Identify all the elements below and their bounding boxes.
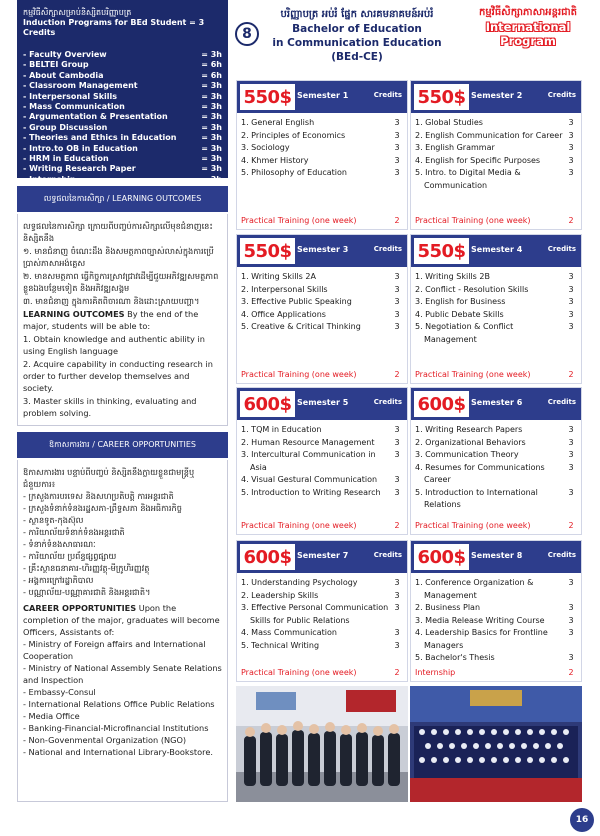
credits-label: Credits [547,398,576,406]
course-credits: 3 [568,130,574,140]
course-item [415,117,579,130]
course-credits: 3 [568,297,574,306]
induction-item: - HRM in Education = 3h [23,154,222,164]
course-list [237,420,407,499]
practical-training: Practical Training (one week) 2 [241,370,400,379]
course-item [415,577,579,602]
course-credits: 3 [394,155,400,165]
course-item [415,627,579,652]
course-item [241,437,405,450]
semester-header [237,81,407,113]
induction-item: - Theories and Ethics in Education = 3h [23,133,222,143]
course-name: 2. Conflict - Resolution Skills [415,284,529,294]
semester-card [410,540,582,682]
course-name: 2. Organizational Behaviors [415,437,526,447]
course-credits: 3 [394,578,400,587]
careers-en-item: - Embassy-Consul [23,687,96,697]
course-credits: 3 [568,284,574,294]
semester-card [236,234,408,384]
course-item [241,602,405,627]
course-item [241,284,405,297]
careers-kh-para: ឱកាសការងារ បន្ទាប់ពីបញ្ចប់ និស្សិតនឹងក្លាយខ្លួនជាមន្ត្រីឬជំនួយការ៖ [23,467,195,489]
semester-card [410,80,582,230]
induction-title: Induction Programs for BEd Student = 3 Credits [23,18,205,37]
course-credits: 3 [568,462,574,472]
course-name: 5. Introduction to Writing Research [241,487,381,497]
course-item [241,142,405,155]
page-number: 16 [570,808,594,832]
program-header [232,0,600,66]
induction-title-kh: កម្មវិធីសិក្សាសម្រាប់និស្សិតបរិញ្ញាបត្រ [23,8,132,17]
course-credits: 3 [568,118,574,127]
learning-outcomes-body [17,214,228,426]
course-item [241,590,405,603]
course-credits: 3 [394,309,400,319]
credits-label: Credits [547,245,576,253]
induction-item: - Classroom Management = 3h [23,81,222,91]
course-credits: 3 [394,475,400,484]
program-number-badge: 8 [235,22,259,46]
outcomes-en-3: 3. Master skills in thinking, evaluating and problem solving. [23,396,197,418]
course-credits: 3 [568,425,574,434]
course-name: 4. Visual Gestural Communication [241,475,378,484]
group-photo-left [236,686,408,802]
course-item [241,130,405,143]
careers-en-item: - Banking-Financial-Microfinancial Institutions [23,723,209,733]
semester-header [411,81,581,113]
graduation-photo-right [410,686,582,802]
course-item [415,296,579,309]
international-label-1: International [485,20,571,34]
induction-item: - Argumentation & Presentation = 3h [23,112,222,122]
course-credits: 3 [568,437,574,447]
semester-header [411,388,581,420]
course-credits: 3 [394,143,400,152]
semester-label: Semester 6 [471,398,523,407]
careers-kh-item: - ការិយាល័យទំនាក់ទំនងអន្តរជាតិ [23,527,125,537]
semester-price: 550$ [240,238,295,264]
course-credits: 3 [394,284,400,294]
course-credits: 3 [568,603,574,612]
careers-en-list [23,638,222,758]
course-credits: 3 [394,590,400,600]
course-name: 1. TQM in Education [241,425,322,434]
semester-label: Semester 4 [471,245,523,254]
course-credits: 3 [568,322,574,331]
course-name: 4. Office Applications [241,309,326,319]
course-name: 3. Sociology [241,143,290,152]
practical-training: Practical Training (one week) 2 [241,216,400,225]
semester-label: Semester 3 [297,245,349,254]
course-name: 2. Human Resource Management [241,437,375,447]
course-name: 1. General English [241,118,315,127]
international-label-kh: កម្មវិធីសិក្សាភាសាអន្តរជាតិ [478,7,578,18]
course-item [241,474,405,487]
semester-header [237,388,407,420]
course-credits: 3 [568,155,574,165]
program-title-en-2: in Communication Education (BEd-CE) [272,37,442,63]
course-item [241,155,405,168]
induction-item: - Intro.to OB in Education = 3h [23,143,222,153]
course-name: 3. Intercultural Communication in Asia [241,450,376,472]
careers-kh-item: - គ្រឹះស្ថានធនាគារ-ហិរញ្ញវត្ថុ-មីក្រូហិរញ្ញវត្ថុ [23,563,150,573]
course-name: 5. Creative & Critical Thinking [241,322,361,331]
course-credits: 3 [568,143,574,152]
careers-en-item: - Media Office [23,711,80,721]
course-item [241,487,405,500]
course-name: 1. Writing Skills 2B [415,272,490,281]
course-item [241,577,405,590]
course-name: 2. Business Plan [415,603,481,612]
course-credits: 3 [394,425,400,434]
course-credits: 3 [568,615,574,625]
careers-kh-list [23,490,222,598]
outcomes-kh-1: ១. មានជំនាញ ចំណេះដឹង និងសមត្ថភាពច្បាស់លាស់ក្នុងការប្រើប្រាស់ភាសាអង់គ្លេស [23,246,214,268]
semester-label: Semester 2 [471,91,523,100]
course-name: 3. Media Release Writing Course [415,615,545,625]
course-name: 1. Writing Research Papers [415,425,523,434]
course-credits: 3 [394,450,400,459]
course-credits: 3 [394,130,400,140]
course-list [411,573,581,665]
course-item [415,602,579,615]
induction-item: - BELTEI Group = 6h [23,60,222,70]
course-credits: 3 [568,168,574,177]
careers-en-item: - International Relations Office Public Relations [23,699,215,709]
course-item [241,296,405,309]
course-item [415,142,579,155]
careers-kh-item: - ការិយាល័យ ប្រព័ន្ធផ្សព្វផ្សាយ [23,551,117,561]
course-credits: 3 [394,628,400,637]
course-list [411,267,581,346]
program-title-kh: បរិញ្ញាបត្រ អប់រំ ផ្នែក សារគមនាគមន៍អប់រំ [280,9,434,20]
semester-label: Semester 8 [471,551,523,560]
course-name: 1. Understanding Psychology [241,578,358,587]
semester-price: 600$ [240,391,295,417]
careers-kh-item: - អង្គការក្រៅរដ្ឋាភិបាល [23,575,94,585]
practical-training: Internship 2 [415,668,574,677]
course-item [415,271,579,284]
semester-card [410,234,582,384]
course-item [415,615,579,628]
course-name: 3. English Grammar [415,143,495,152]
course-item [415,284,579,297]
course-item [415,652,579,665]
course-item [415,424,579,437]
course-name: 5. Philosophy of Education [241,168,347,177]
course-item [415,321,579,346]
course-name: 1. Global Studies [415,118,483,127]
course-item [241,449,405,474]
careers-en-item: - National and International Library-Bookstore. [23,747,213,757]
course-credits: 3 [394,297,400,306]
careers-kh-item: - ទំនាក់ទំនងសាធារណៈ [23,539,96,549]
course-name: 4. Leadership Basics for Frontline Managers [415,628,548,650]
course-item [415,437,579,450]
credits-label: Credits [373,245,402,253]
course-item [415,130,579,143]
course-item [415,462,579,487]
outcomes-en-para: LEARNING OUTCOMES By the end of the major, students will be able to: [23,309,199,331]
course-name: 4. Resumes for Communications Career [415,462,545,484]
outcomes-en-2: 2. Acquire capability in conducting research in order to further develop themselves and society. [23,359,213,393]
credits-label: Credits [373,91,402,99]
semester-label: Semester 7 [297,551,349,560]
international-label-2: Program [500,34,556,48]
semester-price: 550$ [240,84,295,110]
course-credits: 3 [394,603,400,612]
course-list [237,113,407,180]
induction-item: - Writing Research Paper = 3h [23,164,222,174]
course-item [241,424,405,437]
course-credits: 3 [568,578,574,587]
photo-image [410,686,582,802]
semester-price: 550$ [414,238,469,264]
course-credits: 3 [568,309,574,319]
course-name: 2. Principles of Economics [241,130,346,140]
careers-en-item: - Ministry of Foreign affairs and International Cooperation [23,639,206,661]
course-item [415,449,579,462]
course-credits: 3 [568,450,574,459]
course-name: 5. Negotiation & Conflict Management [415,322,514,344]
program-title [262,8,452,64]
induction-item: - Group Discussion = 3h [23,122,222,132]
career-opportunities-header: ឱកាសការងារ / CAREER OPPORTUNITIES [17,432,228,458]
course-name: 5. Technical Writing [241,640,320,650]
left-column [17,0,228,836]
semester-header [411,235,581,267]
careers-kh-item: - ក្រសួងទំនាក់ទំនងរដ្ឋសភា-ព្រឹទ្ធសភា និងអធិការកិច្ច [23,503,182,513]
course-item [241,640,405,653]
course-credits: 3 [568,628,574,637]
course-name: 4. Khmer History [241,155,309,165]
practical-training: Practical Training (one week) 2 [415,370,574,379]
program-title-en-1: Bachelor of Education [292,23,422,35]
photo-image [236,686,408,802]
course-credits: 3 [394,322,400,331]
careers-kh-item: - ស្ថានទូត-កុងស៊ុល [23,515,84,525]
semester-price: 600$ [414,544,469,570]
semester-card [236,80,408,230]
course-name: 4. English for Specific Purposes [415,155,541,165]
course-item [241,309,405,322]
induction-item: - Interpersonal Skills = 3h [23,91,222,101]
course-name: 3. English for Business [415,297,506,306]
course-name: 2. Leadership Skills [241,590,319,600]
course-credits: 3 [568,487,574,497]
course-item [415,167,579,192]
semester-card [236,540,408,682]
outcomes-kh-3: ៣. មានជំនាញ ក្នុងការគិតពិចារណា និងដោះស្រាយបញ្ហា។ [23,296,200,306]
course-name: 3. Effective Public Speaking [241,297,352,306]
course-item [415,487,579,512]
course-list [411,113,581,192]
semester-label: Semester 1 [297,91,349,100]
course-item [415,309,579,322]
practical-training: Practical Training (one week) 2 [241,521,400,530]
course-list [237,573,407,652]
course-credits: 3 [394,168,400,177]
learning-outcomes-header: លទ្ធផលនៃការសិក្សា / LEARNING OUTCOMES [17,186,228,212]
course-credits: 3 [394,487,400,497]
careers-kh-item: - ក្រសួងការបរទេស និងសហប្រតិបត្តិ ការអន្តរជាតិ [23,491,174,501]
semester-header [237,235,407,267]
course-name: 1. Conference Organization & Management [415,578,534,600]
course-name: 5. Intro. to Digital Media & Communication [415,168,521,190]
course-list [237,267,407,334]
semester-card [236,387,408,535]
course-item [241,627,405,640]
careers-en-para: CAREER OPPORTUNITIES Upon the completion of the major, graduates will become Officers, Assistants of: [23,603,220,637]
course-list [411,420,581,512]
induction-item: - Mass Communication = 3h [23,102,222,112]
practical-training: Practical Training (one week) 2 [415,521,574,530]
semester-header [237,541,407,573]
course-name: 5. Bachelor's Thesis [415,653,495,662]
credits-label: Credits [547,551,576,559]
course-credits: 3 [394,118,400,127]
induction-box [17,0,228,184]
course-name: 2. Interpersonal Skills [241,284,328,294]
careers-en-item: - Ministry of National Assembly Senate Relations and Inspection [23,663,222,685]
semester-price: 600$ [414,391,469,417]
course-name: 1. Writing Skills 2A [241,272,316,281]
practical-training: Practical Training (one week) 2 [241,668,400,677]
induction-item: - Faculty Overview = 3h [23,50,222,59]
course-item [241,117,405,130]
credits-label: Credits [373,398,402,406]
course-name: 2. English Communication for Career [415,130,563,140]
careers-kh-item: - បណ្ណាល័យ-បណ្ណាគារជាតិ និងអន្តរជាតិ។ [23,587,151,597]
course-name: 4. Mass Communication [241,628,337,637]
course-credits: 3 [394,640,400,650]
credits-label: Credits [547,91,576,99]
course-item [241,321,405,334]
course-item [241,271,405,284]
career-opportunities-body [17,460,228,802]
semester-price: 600$ [240,544,295,570]
outcomes-kh-2: ២. មានសមត្ថភាព ធ្វើកិច្ចការស្រាវជ្រាវដើម្បីជួយអភិវឌ្ឍសមត្ថភាពខ្លួនឯងបន្ថែមទៀត និងអភិវឌ្ឍសង្គម [23,271,219,293]
course-name: 3. Communication Theory [415,450,519,459]
course-credits: 3 [568,653,574,662]
course-item [241,167,405,180]
practical-training: Practical Training (one week) 2 [415,216,574,225]
course-credits: 3 [394,437,400,447]
semester-header [411,541,581,573]
semester-card [410,387,582,535]
outcomes-en-1: 1. Obtain knowledge and authentic ability in using English language [23,334,205,356]
course-name: 5. Introduction to International Relations [415,487,538,509]
course-name: 4. Public Debate Skills [415,309,504,319]
induction-list [23,50,222,185]
international-program-label [458,6,598,48]
induction-item: - Internship = 3h [23,174,222,184]
careers-en-item: - Non-Govenmental Organization (NGO) [23,735,187,745]
credits-label: Credits [373,551,402,559]
induction-item: - About Cambodia = 6h [23,70,222,80]
course-item [415,155,579,168]
course-name: 3. Effective Personal Communication Skills for Public Relations [241,603,389,625]
semester-label: Semester 5 [297,398,349,407]
outcomes-kh-para: លទ្ធផលនៃការសិក្សា ក្រោយពីបញ្ចប់ការសិក្សាលើមុខជំនាញនេះនិស្សិតនឹង [23,221,213,243]
course-credits: 3 [394,272,400,281]
course-credits: 3 [568,272,574,281]
semester-price: 550$ [414,84,469,110]
